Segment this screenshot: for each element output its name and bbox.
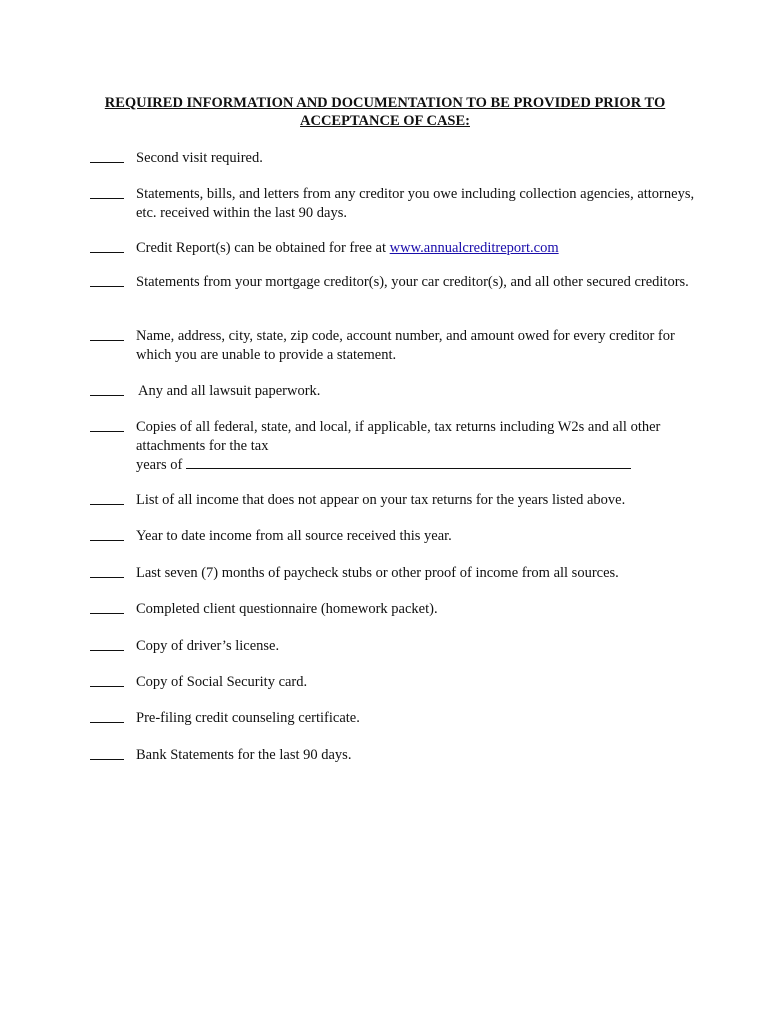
check-blank[interactable]	[90, 650, 124, 651]
years-line-row	[136, 455, 696, 475]
years-label: years of	[136, 457, 186, 473]
check-blank[interactable]	[90, 198, 124, 199]
check-blank[interactable]	[90, 577, 124, 578]
check-blank[interactable]	[90, 286, 124, 287]
check-blank[interactable]	[90, 252, 124, 253]
item-text: Statements, bills, and letters from any creditor you owe including collection agencies, attorneys, etc. received within the last 90 days.	[136, 186, 695, 221]
item-text-container	[136, 418, 696, 475]
item-text: Name, address, city, state, zip code, account number, and amount owed for every creditor for which you are unable to provide a statement.	[136, 328, 675, 363]
item-text: Last seven (7) months of paycheck stubs or other proof of income from all sources.	[136, 565, 619, 581]
check-blank[interactable]	[90, 686, 124, 687]
item-text: Year to date income from all source received this year.	[136, 528, 452, 544]
item-text: Completed client questionnaire (homework packet).	[136, 601, 438, 617]
credit-report-link[interactable]: www.annualcreditreport.com	[389, 240, 559, 256]
check-blank[interactable]	[90, 759, 124, 760]
document-title	[90, 94, 680, 130]
check-blank[interactable]	[90, 504, 124, 505]
item-text: Copy of driver’s license.	[136, 638, 280, 654]
check-blank[interactable]	[90, 162, 124, 163]
check-blank[interactable]	[90, 540, 124, 541]
tax-years-field[interactable]	[186, 455, 631, 469]
item-text: Statements from your mortgage creditor(s), your car creditor(s), and all other secured creditors.	[136, 274, 689, 290]
item-text: Copies of all federal, state, and local, if applicable, tax returns including W2s and all other attachments for the tax	[136, 419, 661, 454]
item-text: Second visit required.	[136, 150, 263, 166]
item-text: Pre-filing credit counseling certificate.	[136, 710, 360, 726]
title-line-1: REQUIRED INFORMATION AND DOCUMENTATION TO BE PROVIDED PRIOR TO	[104, 95, 666, 111]
check-blank[interactable]	[90, 613, 124, 614]
item-text: List of all income that does not appear on your tax returns for the years listed above.	[136, 492, 626, 508]
title-line-2: ACCEPTANCE OF CASE:	[300, 113, 470, 129]
item-text: Credit Report(s) can be obtained for free at	[136, 240, 390, 256]
item-text: Copy of Social Security card.	[136, 674, 308, 690]
check-blank[interactable]	[90, 722, 124, 723]
item-text: Bank Statements for the last 90 days.	[136, 747, 352, 763]
check-blank[interactable]	[90, 395, 124, 396]
check-blank[interactable]	[90, 340, 124, 341]
check-blank[interactable]	[90, 431, 124, 432]
item-text: Any and all lawsuit paperwork.	[138, 383, 321, 399]
item-text-container	[136, 239, 696, 258]
